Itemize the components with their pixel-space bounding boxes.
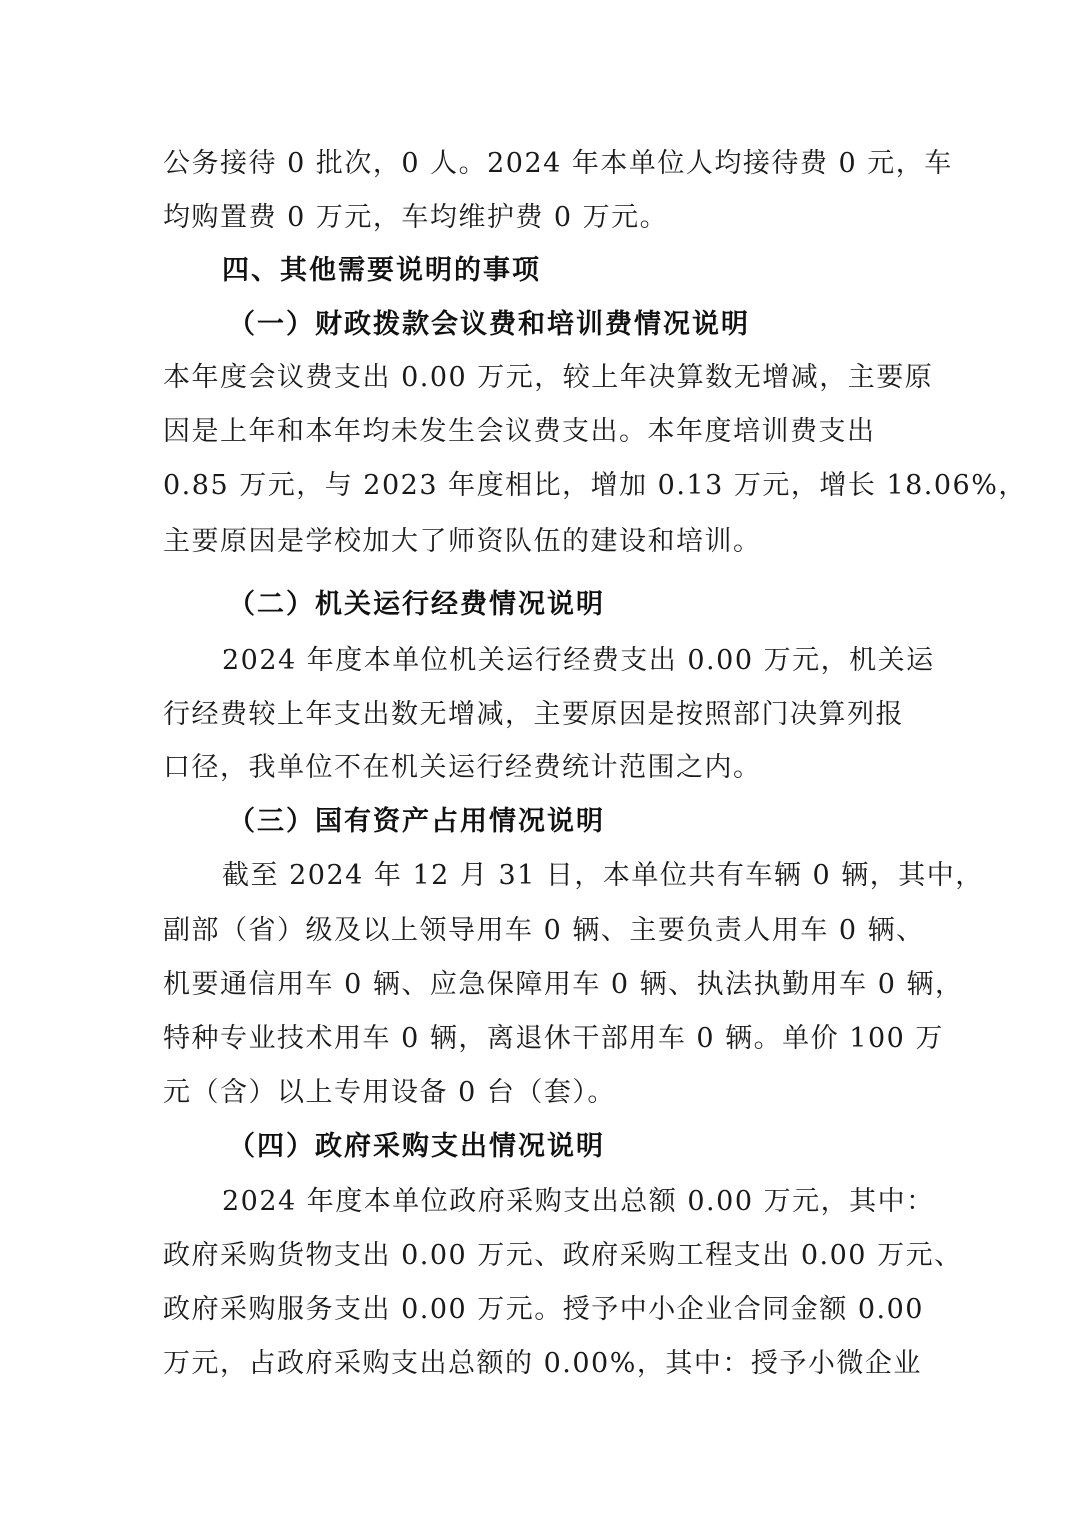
paragraph-line: 截至 2024 年 12 月 31 日，本单位共有车辆 0 辆，其中， xyxy=(222,860,984,891)
paragraph-line: 特种专业技术用车 0 辆，离退休干部用车 0 辆。单价 100 万 xyxy=(163,1023,944,1054)
paragraph-line: 均购置费 0 万元，车均维护费 0 万元。 xyxy=(163,202,669,233)
subsection-heading: （三）国有资产占用情况说明 xyxy=(228,806,605,837)
paragraph-line: 万元，占政府采购支出总额的 0.00%，其中：授予小微企业 xyxy=(163,1348,922,1379)
paragraph-line: 公务接待 0 批次，0 人。2024 年本单位人均接待费 0 元，车 xyxy=(163,148,953,179)
paragraph-line: 本年度会议费支出 0.00 万元，较上年决算数无增减，主要原 xyxy=(163,362,934,393)
paragraph-line: 政府采购服务支出 0.00 万元。授予中小企业合同金额 0.00 xyxy=(163,1294,924,1325)
paragraph-line: 政府采购货物支出 0.00 万元、政府采购工程支出 0.00 万元、 xyxy=(163,1240,963,1271)
paragraph-line: 机要通信用车 0 辆、应急保障用车 0 辆、执法执勤用车 0 辆， xyxy=(163,969,964,1000)
subsection-heading: （四）政府采购支出情况说明 xyxy=(228,1131,605,1162)
paragraph-line: 因是上年和本年均未发生会议费支出。本年度培训费支出 xyxy=(163,416,876,447)
paragraph-line: 主要原因是学校加大了师资队伍的建设和培训。 xyxy=(163,526,762,557)
paragraph-line: 0.85 万元，与 2023 年度相比，增加 0.13 万元，增长 18.06%， xyxy=(163,470,1027,501)
paragraph-line: 行经费较上年支出数无增减，主要原因是按照部门决算列报 xyxy=(163,699,904,730)
paragraph-line: 口径，我单位不在机关运行经费统计范围之内。 xyxy=(163,752,762,783)
subsection-heading: （二）机关运行经费情况说明 xyxy=(228,589,605,620)
paragraph-line: 副部（省）级及以上领导用车 0 辆、主要负责人用车 0 辆、 xyxy=(163,915,925,946)
paragraph-line: 元（含）以上专用设备 0 台（套）。 xyxy=(163,1077,616,1108)
paragraph-line: 2024 年度本单位机关运行经费支出 0.00 万元，机关运 xyxy=(222,645,935,676)
subsection-heading: （一）财政拨款会议费和培训费情况说明 xyxy=(228,309,750,340)
paragraph-line: 2024 年度本单位政府采购支出总额 0.00 万元，其中： xyxy=(222,1186,935,1217)
section-heading: 四、其他需要说明的事项 xyxy=(222,255,541,286)
